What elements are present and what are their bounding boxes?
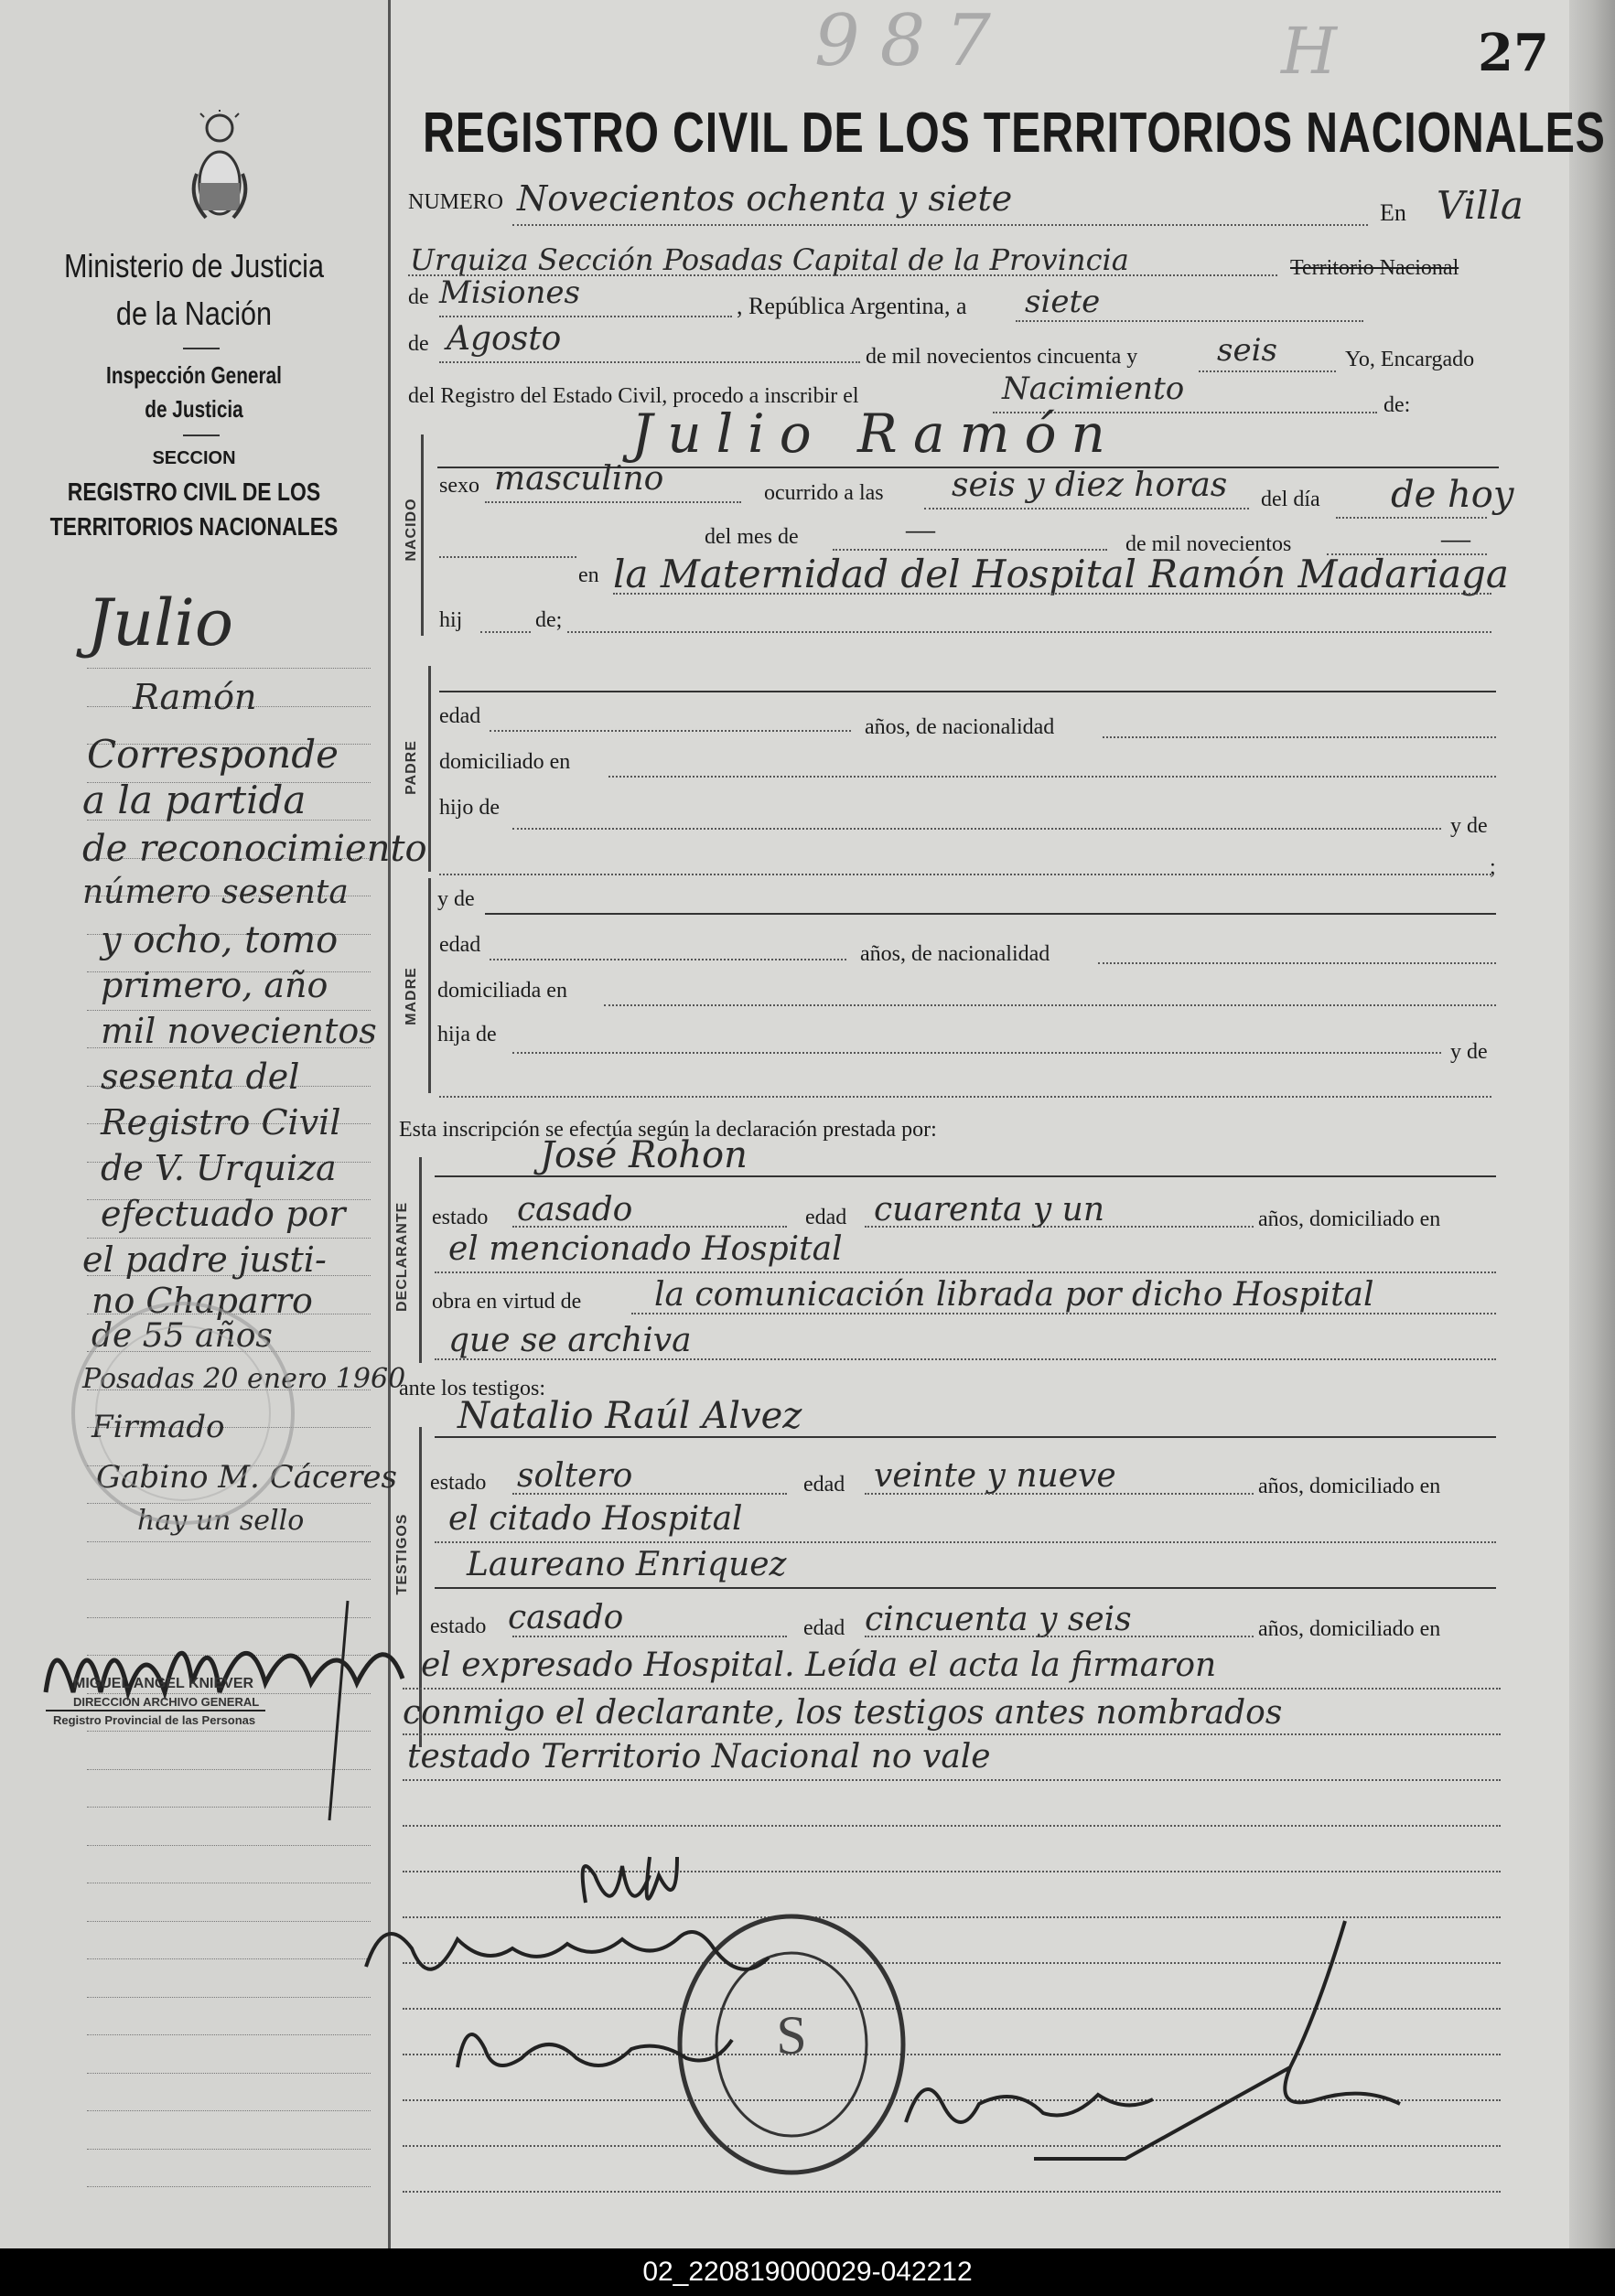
t1-estado-line (512, 1493, 787, 1495)
edad-label: edad (439, 704, 481, 728)
margin-note-line: Registro Civil (101, 1102, 341, 1143)
name-value: Julio Ramón (631, 402, 1120, 465)
obra-value-2: que se archiva (448, 1322, 692, 1359)
closing-line-2: conmigo el declarante, los testigos antes nombrados (403, 1694, 1283, 1732)
declarante-name: José Rohon (540, 1134, 748, 1176)
numero-line (512, 224, 1368, 226)
margin-note-line: de reconocimiento (82, 828, 427, 870)
margin-note-line: primero, año (101, 965, 328, 1005)
dom-line (608, 776, 1496, 778)
director-signature-icon (37, 1592, 439, 1829)
hora-line (924, 508, 1249, 510)
lugar-value: la Maternidad del Hospital Ramón Madariaga (613, 552, 1509, 596)
numero-value: Novecientos ochenta y siete (517, 178, 1013, 219)
testigo-2-estado: casado (508, 1599, 624, 1636)
hija-de-label: hija de (437, 1023, 497, 1046)
lugar-line (613, 593, 1491, 595)
mil-value: — (1441, 521, 1470, 554)
inspection-line-2: de Justicia (145, 395, 243, 423)
hijo-de-label: hijo de (439, 796, 500, 820)
closing-line-3-rule (403, 1779, 1501, 1781)
margin-note-line: Corresponde (87, 732, 339, 777)
ruled-line (87, 1958, 371, 1959)
year-value: seis (1217, 332, 1277, 369)
day-line (1016, 320, 1363, 322)
blank-line (439, 556, 576, 558)
padre-label: PADRE (404, 740, 419, 795)
registro-label: del Registro del Estado Civil, procedo a inscribir el (408, 384, 859, 408)
edad-label-t2: edad (803, 1616, 845, 1640)
sexo-line (485, 501, 741, 503)
sexo-value: masculino (494, 460, 664, 498)
republica-label: , República Argentina, a (737, 293, 967, 319)
obra-label: obra en virtud de (432, 1290, 582, 1314)
nacido-bracket (421, 435, 424, 636)
domiciliada-line (604, 1004, 1496, 1006)
anos-dom-label-t1: años, domiciliado en (1258, 1475, 1441, 1498)
document-title: REGISTRO CIVIL DE LOS TERRITORIOS NACIONALES (423, 102, 1606, 165)
y-de-label: y de (1450, 814, 1488, 838)
hija-de-line-2 (439, 1096, 1491, 1098)
dia-line (1336, 517, 1487, 519)
obra-line-2 (435, 1358, 1496, 1360)
hij-de-label: de; (535, 608, 563, 632)
year-label: de mil novecientos cincuenta y (866, 345, 1138, 369)
testigo-1-edad: veinte y nueve (874, 1457, 1116, 1495)
estado-label-t1: estado (430, 1471, 487, 1495)
margin-note-line: Gabino M. Cáceres (96, 1459, 397, 1496)
margin-note-line: mil novecientos (101, 1011, 377, 1051)
month-value: Agosto (447, 320, 562, 358)
page-edge (1569, 0, 1615, 2248)
obra-value: la comunicación librada por dicho Hospital (654, 1276, 1374, 1314)
month-line (439, 361, 860, 363)
hij-line (480, 631, 531, 633)
territorio-label: Territorio Nacional (1290, 256, 1459, 280)
footer-code: 02_220819000029-042212 (642, 2257, 973, 2287)
domiciliado-label: domiciliado en (439, 750, 571, 774)
declarante-name-line (435, 1175, 1496, 1177)
madre-name-line (485, 913, 1496, 915)
margin-note-line: de V. Urquiza (101, 1148, 337, 1188)
testigo-2-name: Laureano Enriquez (467, 1546, 787, 1583)
margin-note-line: sesenta del (101, 1057, 300, 1097)
scan-footer (0, 2248, 1615, 2296)
stamp-caption-3: Registro Provincial de las Personas (53, 1713, 256, 1727)
margin-note-line: efectuado por (101, 1194, 346, 1234)
place-value: Urquiza Sección Posadas Capital de la Provincia (410, 242, 1129, 277)
ruled-line (87, 2149, 371, 2150)
hij-label: hij (439, 608, 463, 632)
margin-note-line: a la partida (82, 778, 307, 822)
edad-line (490, 730, 851, 732)
closing-line-2-rule (403, 1733, 1501, 1735)
ocurrido-label: ocurrido a las (764, 481, 884, 505)
en-value: Villa (1437, 183, 1523, 228)
margin-note-line: y ocho, tomo (101, 919, 339, 961)
inspection-line-1: Inspección General (106, 361, 282, 389)
edad-line-2 (490, 959, 846, 960)
ruled-line (403, 2191, 1501, 2193)
page-number: 27 (1478, 23, 1549, 83)
anos-dom-label: años, domiciliado en (1258, 1207, 1441, 1231)
domiciliada-label: domiciliada en (437, 979, 567, 1003)
estado-label: estado (432, 1206, 489, 1229)
t2-name-line (435, 1587, 1496, 1589)
margin-note-line: número sesenta (82, 874, 349, 911)
t1-edad-line (865, 1493, 1254, 1495)
nac-line-2 (1098, 962, 1496, 964)
nac-line (1103, 736, 1496, 738)
ruled-line (87, 1921, 371, 1922)
registrar-signature-icon (888, 1903, 1491, 2168)
y-de-label-2: y de (1450, 1040, 1488, 1064)
ruled-line (87, 1997, 371, 1998)
declarante-label: DECLARANTE (394, 1201, 410, 1312)
pencil-number: 987 (814, 0, 1011, 82)
edad-label-t1: edad (803, 1473, 845, 1497)
numero-label: NUMERO (408, 190, 504, 214)
hija-de-line (512, 1052, 1441, 1054)
edad-label-2: edad (439, 933, 481, 957)
ruled-line (87, 2034, 371, 2035)
decl-dom-line (435, 1271, 1496, 1273)
ruled-line (87, 1579, 371, 1580)
registry-line-2: TERRITORIOS NACIONALES (49, 512, 339, 541)
mil-label: de mil novecientos (1125, 532, 1292, 556)
y-de-2-label: y de (437, 887, 475, 911)
anos-nac-label: años, de nacionalidad (865, 715, 1055, 739)
de-label: de (408, 285, 429, 309)
act-value: Nacimiento (1002, 370, 1185, 407)
de-colon: de: (1384, 393, 1411, 417)
estado-label-t2: estado (430, 1615, 487, 1638)
closing-line-1-rule (403, 1688, 1501, 1690)
faded-stamp-icon (37, 1276, 357, 1578)
ruled-line (87, 2073, 371, 2074)
divider (183, 348, 220, 349)
inscripcion-label: Esta inscripción se efectúa según la declaración prestada por: (399, 1118, 937, 1142)
province-line (439, 316, 732, 317)
witness-signatures-icon (348, 1848, 860, 2150)
anos-dom-label-t2: años, domiciliado en (1258, 1617, 1441, 1641)
padre-bracket (428, 666, 431, 872)
testigo-1-name: Natalio Raúl Alvez (458, 1395, 802, 1437)
ruled-line (87, 1845, 371, 1846)
stamp-caption-1: MIGUEL ANGEL KNIEVER (73, 1676, 254, 1691)
nacido-label: NACIDO (404, 498, 419, 562)
declarante-bracket (419, 1157, 422, 1363)
testigo-2-edad: cincuenta y seis (865, 1601, 1132, 1638)
declarante-estado: casado (517, 1191, 633, 1228)
testigos-label: TESTIGOS (394, 1513, 410, 1595)
margin-note-line: de 55 años (92, 1317, 273, 1355)
ministry-line-2: de la Nación (115, 295, 273, 332)
ruled-line (87, 2110, 371, 2111)
svg-text:S: S (776, 2005, 807, 2065)
province-value: Misiones (439, 274, 580, 311)
margin-note-line: no Chaparro (92, 1281, 313, 1321)
margin-note-line: Posadas 20 enero 1960 (82, 1363, 406, 1395)
dia-value: de hoy (1391, 474, 1514, 516)
en-label: En (1380, 199, 1406, 226)
ruled-line (87, 668, 371, 669)
coat-of-arms-icon (188, 110, 252, 229)
margin-note-line: Ramón (133, 677, 257, 717)
closing-line-1: el expresado Hospital. Leída el acta la firmaron (421, 1647, 1217, 1684)
ruled-line (87, 2186, 371, 2187)
section-label: SECCION (152, 448, 236, 468)
sexo-label: sexo (439, 474, 479, 498)
declarante-domicilio: el mencionado Hospital (448, 1230, 843, 1268)
margin-note-line: el padre justi- (82, 1239, 327, 1280)
decl-edad-line (865, 1226, 1254, 1228)
t1-name-line (435, 1436, 1496, 1438)
day-value: siete (1025, 284, 1101, 320)
margin-note-line: hay un sello (137, 1505, 305, 1537)
pencil-letter: H (1281, 14, 1338, 89)
decl-estado-line (512, 1226, 787, 1228)
de-label-2: de (408, 332, 429, 356)
madre-bracket (428, 878, 431, 1093)
declarante-edad: cuarenta y un (874, 1191, 1105, 1228)
mes-value: — (906, 512, 935, 545)
encargado-label: Yo, Encargado (1345, 348, 1475, 371)
divider (183, 435, 220, 436)
madre-label: MADRE (404, 967, 419, 1025)
hijo-de-line-2 (439, 874, 1491, 875)
t2-edad-line (865, 1636, 1254, 1637)
testigos-intro: ante los testigos: (399, 1377, 545, 1400)
mes-label: del mes de (705, 525, 799, 549)
edad-label-3: edad (805, 1206, 847, 1229)
padre-name-line (439, 691, 1496, 692)
ruled-line (87, 1238, 371, 1239)
obra-line (631, 1313, 1496, 1314)
ruled-line (403, 1825, 1501, 1827)
registry-line-1: REGISTRO CIVIL DE LOS (67, 477, 321, 506)
semicolon: ; (1490, 855, 1496, 879)
anos-nac-label-2: años, de nacionalidad (860, 942, 1050, 966)
margin-note-line: Julio (87, 585, 234, 660)
stamp-caption-2: DIRECCION ARCHIVO GENERAL (73, 1695, 260, 1709)
dia-label: del día (1261, 488, 1320, 511)
ministry-line-1: Ministerio de Justicia (63, 247, 325, 284)
hij-de-line (567, 631, 1491, 633)
mes-line (833, 549, 1107, 551)
hijo-de-line (512, 828, 1441, 830)
testigo-1-domicilio: el citado Hospital (448, 1500, 743, 1538)
t1-dom-line (435, 1541, 1496, 1543)
testigo-1-estado: soltero (517, 1457, 633, 1495)
hora-value: seis y diez horas (952, 467, 1228, 504)
year-line (1199, 370, 1336, 372)
margin-note-line: Firmado (92, 1409, 225, 1445)
t2-estado-line (512, 1636, 787, 1637)
closing-line-3: testado Territorio Nacional no vale (407, 1738, 991, 1776)
en2-label: en (578, 563, 599, 587)
